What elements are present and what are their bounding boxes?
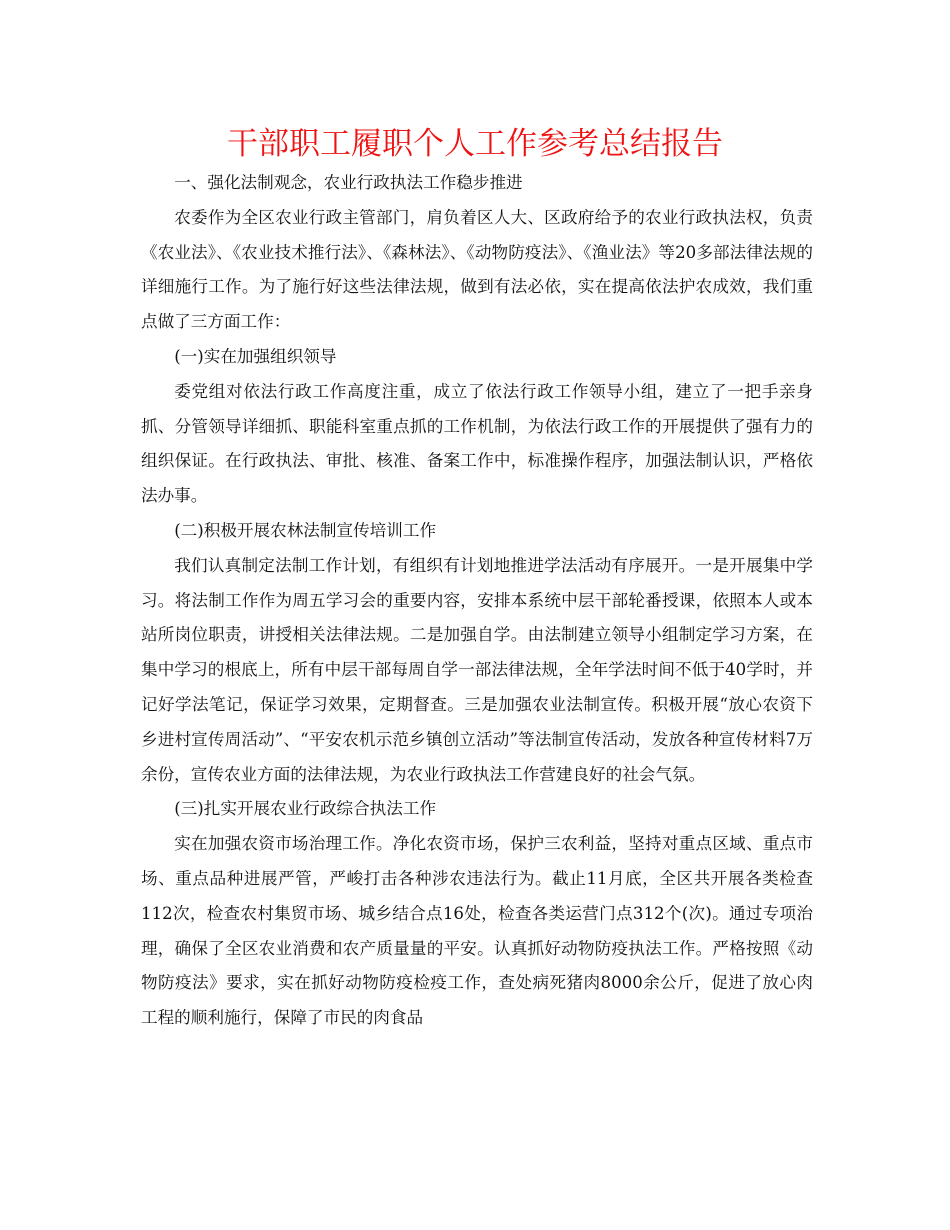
paragraph: 实在加强农资市场治理工作。净化农资市场，保护三农利益，坚持对重点区域、重点市场、重点品种进展严管，严峻打击各种涉农违法行为。截止11月底，全区共开展各类检查112次，检查农村集贸市场、城乡结合点16处，检查各类运营门点312个(次)。通过专项治理，确保了全区农业消费和农产质量量的平安。认真抓好动物防疫执法工作。严格按照《动物防疫法》要求，实在抓好动物防疫检疫工作，查处病死猪肉8000余公斤，促进了放心肉工程的顺利施行，保障了市民的肉食品 bbox=[141, 834, 813, 1028]
subsection-heading: (一)实在加强组织领导 bbox=[174, 346, 337, 366]
paragraph: 我们认真制定法制工作计划，有组织有计划地推进学法活动有序展开。一是开展集中学习。将法制工作作为周五学习会的重要内容，安排本系统中层干部轮番授课，依照本人或本站所岗位职责，讲授相关法律法规。二是加强自学。由法制建立领导小组制定学习方案，在集中学习的根底上，所有中层干部每周自学一部法律法规，全年学法时间不低于40学时，并记好学法笔记，保证学习效果，定期督查。三是加强农业法制宣传。积极开展“放心农资下乡进村宣传周活动”、“平安农机示范乡镇创立活动”等法制宣传活动，发放各种宣传材料7万余份，宣传农业方面的法律法规，为农业行政执法工作营建良好的社会气氛。 bbox=[141, 555, 813, 784]
document-title: 干部职工履职个人工作参考总结报告 bbox=[227, 126, 723, 162]
subsection-heading: (二)积极开展农林法制宣传培训工作 bbox=[174, 520, 437, 540]
document-body bbox=[141, 166, 813, 1036]
section-heading: 一、强化法制观念，农业行政执法工作稳步推进 bbox=[174, 173, 523, 192]
paragraph: 农委作为全区农业行政主管部门，肩负着区人大、区政府给予的农业行政执法权，负责《农业法》、《农业技术推行法》、《森林法》、《动物防疫法》、《渔业法》等20多部法律法规的详细施行工作。为了施行好这些法律法规，做到有法必依，实在提高依法护农成效，我们重点做了三方面工作： bbox=[141, 207, 813, 332]
paragraph: 委党组对依法行政工作高度注重，成立了依法行政工作领导小组，建立了一把手亲身抓、分管领导详细抓、职能科室重点抓的工作机制，为依法行政工作的开展提供了强有力的组织保证。在行政执法、审批、核准、备案工作中，标准操作程序，加强法制认识，严格依法办事。 bbox=[141, 381, 813, 506]
subsection-heading: (三)扎实开展农业行政综合执法工作 bbox=[174, 799, 437, 819]
